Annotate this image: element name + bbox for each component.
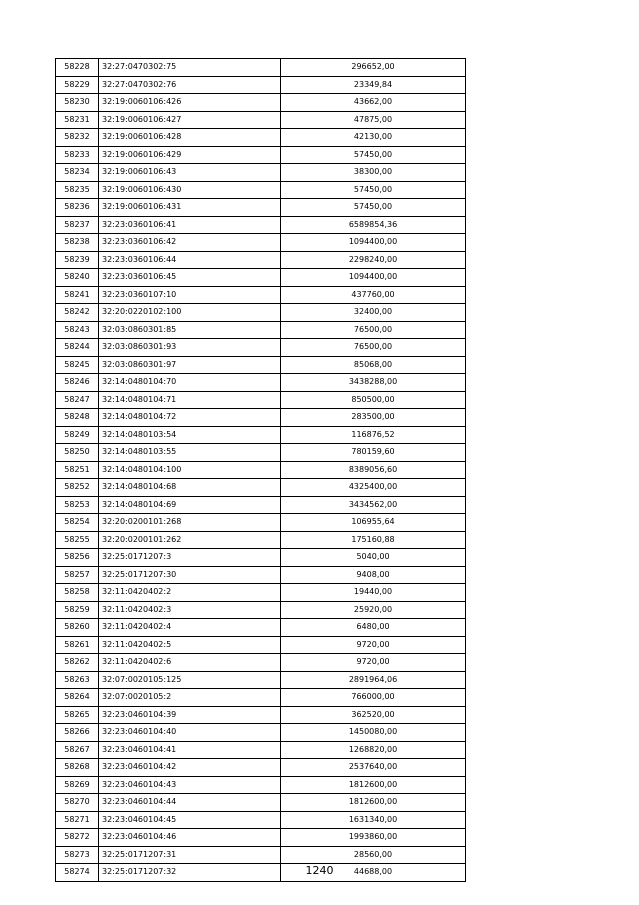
value-cell: 850500,00 <box>281 391 466 409</box>
table-row <box>56 76 466 94</box>
cadastral-number-cell: 32:19:0060106:429 <box>99 146 281 164</box>
value-cell: 3438288,00 <box>281 374 466 392</box>
cadastral-number-cell: 32:19:0060106:427 <box>99 111 281 129</box>
value-cell: 28560,00 <box>281 846 466 864</box>
value-cell: 1094400,00 <box>281 234 466 252</box>
value-cell: 1268820,00 <box>281 741 466 759</box>
cadastral-number-cell: 32:14:0480104:68 <box>99 479 281 497</box>
row-id-cell: 58257 <box>56 566 99 584</box>
value-cell: 2537640,00 <box>281 759 466 777</box>
table-row <box>56 514 466 532</box>
table-row <box>56 391 466 409</box>
cadastral-number-cell: 32:14:0480104:69 <box>99 496 281 514</box>
row-id-cell: 58231 <box>56 111 99 129</box>
cadastral-number-cell: 32:23:0460104:39 <box>99 706 281 724</box>
table-row <box>56 461 466 479</box>
row-id-cell: 58246 <box>56 374 99 392</box>
cadastral-number-cell: 32:14:0480103:55 <box>99 444 281 462</box>
table-row <box>56 479 466 497</box>
table-row <box>56 94 466 112</box>
value-cell: 1631340,00 <box>281 811 466 829</box>
cadastral-number-cell: 32:23:0460104:40 <box>99 724 281 742</box>
table-row <box>56 321 466 339</box>
cadastral-number-cell: 32:14:0480104:71 <box>99 391 281 409</box>
value-cell: 43662,00 <box>281 94 466 112</box>
row-id-cell: 58272 <box>56 829 99 847</box>
value-cell: 5040,00 <box>281 549 466 567</box>
table-row <box>56 356 466 374</box>
cadastral-number-cell: 32:23:0460104:46 <box>99 829 281 847</box>
cadastral-number-cell: 32:19:0060106:428 <box>99 129 281 147</box>
cadastral-number-cell: 32:23:0360106:44 <box>99 251 281 269</box>
value-cell: 175160,88 <box>281 531 466 549</box>
table-row <box>56 794 466 812</box>
value-cell: 19440,00 <box>281 584 466 602</box>
row-id-cell: 58267 <box>56 741 99 759</box>
cadastral-number-cell: 32:23:0360107:10 <box>99 286 281 304</box>
cadastral-number-cell: 32:27:0470302:76 <box>99 76 281 94</box>
table-row <box>56 444 466 462</box>
cadastral-number-cell: 32:23:0460104:44 <box>99 794 281 812</box>
cadastral-number-cell: 32:11:0420402:5 <box>99 636 281 654</box>
value-cell: 296652,00 <box>281 59 466 77</box>
value-cell: 1812600,00 <box>281 794 466 812</box>
row-id-cell: 58259 <box>56 601 99 619</box>
value-cell: 76500,00 <box>281 321 466 339</box>
value-cell: 106955,64 <box>281 514 466 532</box>
value-cell: 6589854,36 <box>281 216 466 234</box>
row-id-cell: 58263 <box>56 671 99 689</box>
table-row <box>56 584 466 602</box>
row-id-cell: 58256 <box>56 549 99 567</box>
table-row <box>56 181 466 199</box>
row-id-cell: 58245 <box>56 356 99 374</box>
cadastral-number-cell: 32:23:0360106:45 <box>99 269 281 287</box>
row-id-cell: 58254 <box>56 514 99 532</box>
row-id-cell: 58238 <box>56 234 99 252</box>
value-cell: 8389056,60 <box>281 461 466 479</box>
cadastral-number-cell: 32:27:0470302:75 <box>99 59 281 77</box>
row-id-cell: 58240 <box>56 269 99 287</box>
table-row <box>56 111 466 129</box>
cadastral-number-cell: 32:23:0460104:43 <box>99 776 281 794</box>
value-cell: 283500,00 <box>281 409 466 427</box>
table-row <box>56 724 466 742</box>
value-cell: 780159,60 <box>281 444 466 462</box>
value-cell: 76500,00 <box>281 339 466 357</box>
table-row <box>56 566 466 584</box>
value-cell: 85068,00 <box>281 356 466 374</box>
value-cell: 57450,00 <box>281 181 466 199</box>
table-body <box>56 59 466 882</box>
row-id-cell: 58266 <box>56 724 99 742</box>
cadastral-number-cell: 32:23:0460104:45 <box>99 811 281 829</box>
value-cell: 2298240,00 <box>281 251 466 269</box>
value-cell: 44688,00 <box>281 864 466 882</box>
table-row <box>56 829 466 847</box>
table-row <box>56 164 466 182</box>
row-id-cell: 58244 <box>56 339 99 357</box>
row-id-cell: 58247 <box>56 391 99 409</box>
value-cell: 1094400,00 <box>281 269 466 287</box>
table-row <box>56 199 466 217</box>
cadastral-number-cell: 32:23:0460104:41 <box>99 741 281 759</box>
cadastral-number-cell: 32:20:0200101:268 <box>99 514 281 532</box>
table-row <box>56 129 466 147</box>
row-id-cell: 58236 <box>56 199 99 217</box>
row-id-cell: 58229 <box>56 76 99 94</box>
row-id-cell: 58270 <box>56 794 99 812</box>
table-row <box>56 706 466 724</box>
cadastral-number-cell: 32:07:0020105:125 <box>99 671 281 689</box>
value-cell: 57450,00 <box>281 199 466 217</box>
row-id-cell: 58260 <box>56 619 99 637</box>
cadastral-number-cell: 32:11:0420402:6 <box>99 654 281 672</box>
row-id-cell: 58228 <box>56 59 99 77</box>
table-row <box>56 601 466 619</box>
row-id-cell: 58258 <box>56 584 99 602</box>
table-row <box>56 426 466 444</box>
value-cell: 116876,52 <box>281 426 466 444</box>
value-cell: 32400,00 <box>281 304 466 322</box>
cadastral-number-cell: 32:20:0220102:100 <box>99 304 281 322</box>
value-cell: 57450,00 <box>281 146 466 164</box>
row-id-cell: 58241 <box>56 286 99 304</box>
row-id-cell: 58253 <box>56 496 99 514</box>
table-row <box>56 374 466 392</box>
cadastral-number-cell: 32:11:0420402:3 <box>99 601 281 619</box>
row-id-cell: 58249 <box>56 426 99 444</box>
cadastral-number-cell: 32:03:0860301:85 <box>99 321 281 339</box>
row-id-cell: 58262 <box>56 654 99 672</box>
cadastral-number-cell: 32:23:0460104:42 <box>99 759 281 777</box>
row-id-cell: 58230 <box>56 94 99 112</box>
cadastral-number-cell: 32:25:0171207:32 <box>99 864 281 882</box>
row-id-cell: 58252 <box>56 479 99 497</box>
row-id-cell: 58237 <box>56 216 99 234</box>
table-row <box>56 759 466 777</box>
page-number: 1240 <box>305 864 334 877</box>
cadastral-number-cell: 32:20:0200101:262 <box>99 531 281 549</box>
value-cell: 9720,00 <box>281 654 466 672</box>
table-row <box>56 496 466 514</box>
cadastral-number-cell: 32:14:0480103:54 <box>99 426 281 444</box>
row-id-cell: 58232 <box>56 129 99 147</box>
value-cell: 25920,00 <box>281 601 466 619</box>
table-row <box>56 619 466 637</box>
cadastral-number-cell: 32:07:0020105:2 <box>99 689 281 707</box>
cadastral-number-cell: 32:03:0860301:97 <box>99 356 281 374</box>
value-cell: 9720,00 <box>281 636 466 654</box>
table-row <box>56 216 466 234</box>
table-row <box>56 146 466 164</box>
row-id-cell: 58271 <box>56 811 99 829</box>
table-row <box>56 269 466 287</box>
row-id-cell: 58248 <box>56 409 99 427</box>
cadastral-number-cell: 32:14:0480104:72 <box>99 409 281 427</box>
row-id-cell: 58273 <box>56 846 99 864</box>
cadastral-number-cell: 32:19:0060106:43 <box>99 164 281 182</box>
table-row <box>56 636 466 654</box>
cadastral-number-cell: 32:14:0480104:70 <box>99 374 281 392</box>
row-id-cell: 58234 <box>56 164 99 182</box>
row-id-cell: 58274 <box>56 864 99 882</box>
table-row <box>56 286 466 304</box>
table-row <box>56 741 466 759</box>
table-row <box>56 671 466 689</box>
table-row <box>56 409 466 427</box>
value-cell: 42130,00 <box>281 129 466 147</box>
row-id-cell: 58239 <box>56 251 99 269</box>
value-cell: 1993860,00 <box>281 829 466 847</box>
row-id-cell: 58264 <box>56 689 99 707</box>
cadastral-number-cell: 32:25:0171207:31 <box>99 846 281 864</box>
table-row <box>56 304 466 322</box>
data-table <box>55 58 466 882</box>
table-row <box>56 689 466 707</box>
value-cell: 4325400,00 <box>281 479 466 497</box>
value-cell: 362520,00 <box>281 706 466 724</box>
row-id-cell: 58255 <box>56 531 99 549</box>
value-cell: 766000,00 <box>281 689 466 707</box>
row-id-cell: 58242 <box>56 304 99 322</box>
table-row <box>56 234 466 252</box>
table-row <box>56 654 466 672</box>
value-cell: 1812600,00 <box>281 776 466 794</box>
table-row <box>56 59 466 77</box>
cadastral-number-cell: 32:14:0480104:100 <box>99 461 281 479</box>
cadastral-number-cell: 32:25:0171207:3 <box>99 549 281 567</box>
value-cell: 9408,00 <box>281 566 466 584</box>
value-cell: 1450080,00 <box>281 724 466 742</box>
row-id-cell: 58265 <box>56 706 99 724</box>
value-cell: 2891964,06 <box>281 671 466 689</box>
row-id-cell: 58235 <box>56 181 99 199</box>
value-cell: 437760,00 <box>281 286 466 304</box>
value-cell: 38300,00 <box>281 164 466 182</box>
value-cell: 3434562,00 <box>281 496 466 514</box>
cadastral-number-cell: 32:11:0420402:2 <box>99 584 281 602</box>
row-id-cell: 58233 <box>56 146 99 164</box>
cadastral-number-cell: 32:19:0060106:430 <box>99 181 281 199</box>
table-row <box>56 531 466 549</box>
cadastral-number-cell: 32:03:0860301:93 <box>99 339 281 357</box>
table-row <box>56 549 466 567</box>
table-row <box>56 776 466 794</box>
row-id-cell: 58243 <box>56 321 99 339</box>
table-row <box>56 251 466 269</box>
row-id-cell: 58250 <box>56 444 99 462</box>
table-row <box>56 811 466 829</box>
value-cell: 23349,84 <box>281 76 466 94</box>
table-row <box>56 339 466 357</box>
row-id-cell: 58261 <box>56 636 99 654</box>
table-row <box>56 846 466 864</box>
cadastral-number-cell: 32:25:0171207:30 <box>99 566 281 584</box>
cadastral-number-cell: 32:19:0060106:426 <box>99 94 281 112</box>
cadastral-number-cell: 32:23:0360106:42 <box>99 234 281 252</box>
cadastral-number-cell: 32:19:0060106:431 <box>99 199 281 217</box>
value-cell: 47875,00 <box>281 111 466 129</box>
row-id-cell: 58251 <box>56 461 99 479</box>
row-id-cell: 58269 <box>56 776 99 794</box>
value-cell: 6480,00 <box>281 619 466 637</box>
cadastral-number-cell: 32:23:0360106:41 <box>99 216 281 234</box>
cadastral-number-cell: 32:11:0420402:4 <box>99 619 281 637</box>
row-id-cell: 58268 <box>56 759 99 777</box>
